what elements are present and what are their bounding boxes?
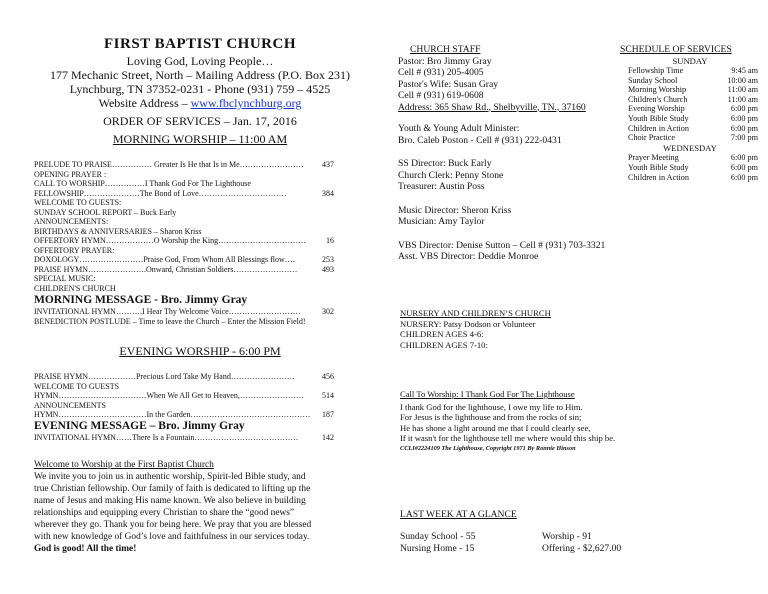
order-item (34, 208, 334, 218)
order-item (34, 255, 334, 265)
schedule-heading: SCHEDULE OF SERVICES (620, 44, 732, 55)
schedule-row (628, 76, 758, 86)
order-item-text: OFFERTORY HYMN………………O Worship the King…………………………… (34, 236, 307, 245)
welcome-line: name of Jesus and making His name known. We also believe in building (34, 496, 306, 506)
order-item-text: OFFERTORY PRAYER: (34, 245, 115, 255)
stats-row (400, 543, 660, 555)
welcome-closing: God is good! All the time! (34, 544, 137, 554)
order-item (34, 284, 334, 294)
service-name: Children's Church (628, 94, 688, 104)
order-item-text: INVITATIONAL HYMN……….I Hear Thy Welcome Voice……………………… (34, 307, 301, 316)
staff-line: Musician: Amy Taylor (398, 216, 485, 227)
service-name: Sunday School (628, 75, 678, 85)
service-time: 9:45 am (731, 66, 758, 76)
order-item-text: BIRTHDAYS & ANNIVERSARIES – Sharon Kriss (34, 226, 202, 236)
address-line: 177 Mechanic Street, North – Mailing Address (P.O. Box 231) (50, 68, 350, 82)
staff-heading: CHURCH STAFF (410, 44, 481, 55)
wednesday-label: WEDNESDAY (663, 142, 717, 153)
hymn-number: 253 (322, 255, 334, 264)
church-header (20, 36, 380, 146)
evening-message: EVENING MESSAGE – Bro. Jimmy Gray (34, 419, 245, 432)
evening-order (34, 372, 334, 442)
church-name: FIRST BAPTIST CHURCH (104, 36, 296, 52)
staff-address: Address: 365 Shaw Rd., Shelbyville, TN., 37160 (398, 101, 586, 113)
sunday-label: SUNDAY (672, 55, 708, 66)
staff-line: Treasurer: Austin Poss (398, 181, 485, 192)
hymn-number: 514 (322, 391, 334, 400)
schedule-row (628, 66, 758, 76)
schedule-row (628, 104, 758, 114)
order-item (34, 246, 334, 256)
order-item-text: HYMN……………………………In the Garden……………………………………… (34, 410, 311, 419)
hymn-number: 16 (326, 236, 334, 245)
order-item (34, 307, 334, 317)
order-item (34, 372, 334, 382)
hymn-number: 456 (322, 372, 334, 381)
order-item-text: INVITATIONAL HYMN……There Is a Fountain………………………………… (34, 432, 299, 442)
order-item (34, 274, 334, 284)
service-name: Prayer Meeting (628, 153, 679, 163)
service-time: 6:00 pm (730, 163, 758, 173)
stat-left: Nursing Home - 15 (400, 542, 475, 554)
service-name: Youth Bible Study (628, 163, 689, 173)
schedule-row (628, 114, 758, 124)
order-item (34, 179, 334, 189)
order-item (34, 410, 334, 420)
stat-right: Offering - $2,627.00 (542, 542, 622, 554)
hymn-number: 302 (322, 307, 334, 316)
order-item (34, 236, 334, 246)
order-item-text: SPECIAL MUSIC: (34, 274, 96, 283)
hymn-number: 384 (322, 188, 334, 198)
call-to-worship-section (400, 389, 740, 453)
schedule-row (628, 124, 758, 134)
lyric-line: For Jesus is the lighthouse and from the rocks of sin; (400, 412, 582, 423)
staff-line: Pastor: Bro Jimmy Gray (398, 55, 492, 67)
welcome-line: with new knowledge of God’s love and faithfulness in our services today. (34, 532, 310, 542)
staff-line: Church Clerk: Penny Stone (398, 169, 504, 181)
call-credit: CCLI#2224109 The Lighthouse, Copyright 1971 By Ronnie Hinson (400, 444, 576, 452)
welcome-heading: Welcome to Worship at the First Baptist Church (34, 460, 214, 470)
order-item-text: PRAISE HYMN………………Precious Lord Take My Hand…………………… (34, 372, 295, 381)
order-item (34, 391, 334, 401)
call-heading: Call To Worship: I Thank God For The Lighthouse (400, 389, 575, 399)
order-item-text: WELCOME TO GUESTS (34, 381, 120, 391)
schedule-row (628, 85, 758, 95)
staff-line: Cell # (931) 619-0608 (398, 90, 484, 101)
order-item-text: DOXOLOGY……………………Praise God, From Whom All Blessings flow…. (34, 255, 295, 264)
order-item-text: CALL TO WORSHIP……………I Thank God For The Lighthouse (34, 179, 251, 188)
lyric-line: I thank God for the lighthouse, I owe my life to Him. (400, 401, 583, 412)
morning-heading: MORNING WORSHIP – 11:00 AM (112, 132, 288, 146)
schedule-of-services (620, 44, 758, 182)
order-item-text: BENEDICTION POSTLUDE – Time to leave the Church – Enter the Mission Field! (34, 316, 306, 326)
order-item-text: ANNOUNCEMENTS (34, 400, 106, 410)
hymn-number: 493 (322, 264, 334, 274)
order-item (34, 401, 334, 411)
welcome-section (34, 459, 364, 555)
order-item (34, 227, 334, 237)
order-of-services: ORDER OF SERVICES – Jan. 17, 2016 (103, 114, 297, 128)
order-item-text: ANNOUNCEMENTS: (34, 217, 109, 226)
schedule-row (628, 133, 758, 143)
welcome-line: true Christian fellowship. Our family of faith is dedicated to lifting up the (34, 484, 311, 494)
service-time: 6:00 pm (730, 104, 758, 114)
schedule-row (628, 153, 758, 163)
order-item (34, 265, 334, 275)
hymn-number: 187 (322, 410, 334, 419)
order-item (34, 198, 334, 208)
order-item (34, 217, 334, 227)
nursery-section (400, 308, 740, 350)
schedule-row (628, 95, 758, 105)
service-time: 6:00 pm (730, 172, 758, 182)
service-time: 10:00 am (727, 75, 758, 85)
staff-line: Pastor's Wife: Susan Gray (398, 78, 499, 90)
website-link[interactable]: www.fbclynchburg.org (190, 96, 302, 110)
nursery-line: CHILDREN AGES 7-10: (400, 339, 488, 350)
lyric-line: If it wasn't for the lighthouse tell me where would this ship be. (400, 433, 616, 444)
service-name: Youth Bible Study (628, 114, 689, 124)
order-item (34, 170, 334, 180)
nursery-line: CHILDREN AGES 4-6: (400, 329, 484, 340)
service-time: 11:00 am (727, 85, 758, 95)
schedule-row (628, 173, 758, 183)
city-phone: Lynchburg, TN 37352-0231 - Phone (931) 759 – 4525 (69, 82, 331, 96)
sunday-schedule (628, 66, 758, 143)
staff-line: Youth & Young Adult Minister: (398, 123, 520, 134)
order-item-text: CHILDREN'S CHURCH (34, 283, 116, 293)
order-item-text: FELLOWSHIP…………………The Bond of Love…………………………… (34, 188, 287, 198)
order-item-text: HYMN……………………………When We All Get to Heaven,…………………… (34, 391, 304, 400)
service-name: Children in Action (628, 123, 689, 133)
wednesday-schedule (628, 153, 758, 182)
order-item (34, 382, 334, 392)
service-name: Morning Worship (628, 85, 687, 95)
order-item (34, 317, 334, 327)
order-item-text: SUNDAY SCHOOL REPORT – Buck Early (34, 207, 177, 217)
service-name: Choir Practice (628, 133, 676, 143)
staff-line: VBS Director: Denise Sutton – Cell # (931) 703-3321 (398, 239, 606, 251)
welcome-line: wherever they go. Thank you for being here. We pray that you are blessed (34, 520, 312, 530)
last-week-section (400, 509, 660, 555)
order-item-text: PRAISE HYMN………………….Onward, Christian Soldiers…………………… (34, 264, 298, 274)
tagline: Loving God, Loving People… (126, 54, 274, 68)
staff-line: Cell # (931) 205-4005 (398, 67, 484, 78)
stat-left: Sunday School - 55 (400, 530, 476, 542)
order-item (34, 433, 334, 443)
staff-line: Asst. VBS Director: Deddie Monroe (398, 251, 539, 262)
service-name: Children in Action (628, 172, 689, 182)
order-item-text: PRELUDE TO PRAISE…………… Greater Is He that Is in Me…………………… (34, 160, 304, 169)
staff-line: Bro. Caleb Poston - Cell # (931) 222-0431 (398, 134, 562, 146)
order-item (34, 160, 334, 170)
service-name: Fellowship Time (628, 66, 684, 76)
order-item-text: OPENING PRAYER : (34, 169, 107, 179)
staff-line: Music Director: Sheron Kriss (398, 204, 512, 216)
evening-heading-wrap (20, 344, 380, 358)
staff-line: SS Director: Buck Early (398, 158, 492, 169)
hymn-number: 437 (322, 160, 334, 169)
service-time: 6:00 pm (730, 123, 758, 133)
service-time: 7:00 pm (730, 133, 758, 143)
morning-message: MORNING MESSAGE - Bro. Jimmy Gray (34, 294, 248, 306)
evening-heading: EVENING WORSHIP - 6:00 PM (119, 344, 281, 358)
welcome-line: We invite you to join us in authentic worship, Spirit-led Bible study, and (34, 472, 306, 482)
welcome-line: relationships and equipping every Christian to share the “good news” (34, 508, 295, 518)
website-label: Website Address – (98, 96, 188, 110)
order-item (34, 189, 334, 199)
order-item-text: WELCOME TO GUESTS: (34, 198, 122, 207)
service-time: 6:00 pm (730, 153, 758, 163)
service-time: 6:00 pm (730, 114, 758, 124)
stat-right: Worship - 91 (542, 530, 592, 542)
service-name: Evening Worship (628, 104, 685, 114)
stats-row (400, 531, 660, 543)
nursery-heading: NURSERY AND CHILDREN’S CHURCH (400, 308, 551, 318)
church-staff (398, 44, 628, 263)
lyric-line: He has shone a light around me that I could clearly see, (400, 422, 591, 433)
website-line (20, 96, 380, 110)
nursery-line: NURSERY: Patsy Dodson or Volunteer (400, 318, 536, 329)
schedule-row (628, 163, 758, 173)
hymn-number: 142 (322, 432, 334, 442)
service-time: 11:00 am (727, 94, 758, 104)
morning-order (34, 160, 334, 326)
last-week-heading: LAST WEEK AT A GLANCE (400, 509, 517, 520)
